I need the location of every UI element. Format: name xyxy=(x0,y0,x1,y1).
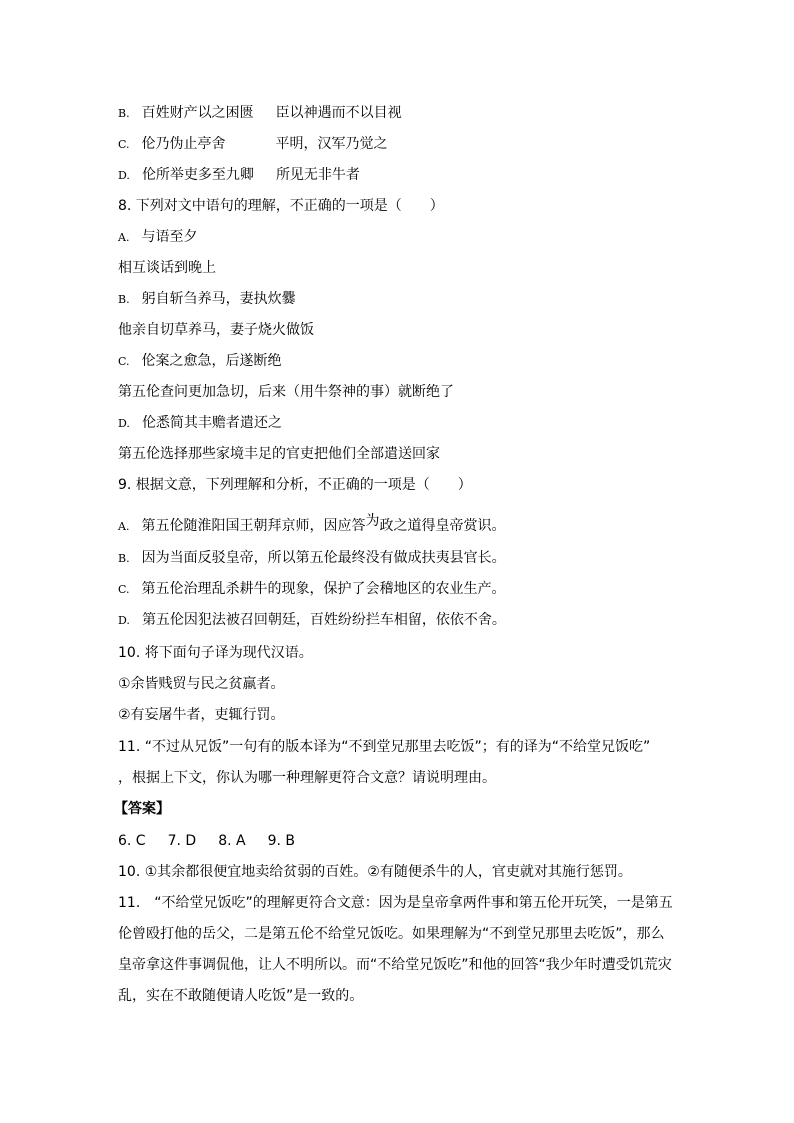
answer-6: 6. C xyxy=(118,833,146,849)
option-text-a: 百姓财产以之困匮 xyxy=(141,105,254,121)
q8-option-d xyxy=(118,413,282,434)
option-text-post: 政之道得皇帝赏识。 xyxy=(379,518,506,534)
q11-line-1: 11. “不过从兄饭”一句有的版本译为“不到堂兄那里去吃饭”；有的译为“不给堂兄饭吃” xyxy=(118,739,651,755)
option-text-a: 伦所举吏多至九卿 xyxy=(141,167,254,183)
q9-option-a xyxy=(118,513,506,537)
answers-mc xyxy=(118,831,295,851)
option-text-a: 伦乃伪止亭舍 xyxy=(141,136,226,152)
q10-sentence-1: ①余皆贱贸与民之贫羸者。 xyxy=(118,676,285,692)
q7-option-b xyxy=(118,103,402,124)
q9-option-c xyxy=(118,579,506,600)
q8-option-a xyxy=(118,227,197,248)
q9-stem: 9. 根据文意，下列理解和分析，不正确的一项是（ ） xyxy=(118,477,472,493)
answer-10: 10. ①其余都很便宜地卖给贫弱的百姓。②有随便杀牛的人，官吏就对其施行惩罚。 xyxy=(118,864,632,880)
option-label: D. xyxy=(118,169,130,182)
q10-sentence-2: ②有妄屠牛者，吏辄行罚。 xyxy=(118,707,285,723)
option-label: A. xyxy=(118,231,130,244)
option-text-b: 所见无非牛者 xyxy=(275,167,360,183)
option-text-b: 臣以神遇而不以目视 xyxy=(275,105,402,121)
option-label: D. xyxy=(118,614,130,627)
option-label: B. xyxy=(118,552,130,565)
q9-option-b xyxy=(118,548,506,569)
option-text-b: 平明，汉军乃觉之 xyxy=(275,136,388,152)
q11-line-2: ，根据上下文，你认为哪一种理解更符合文意？请说明理由。 xyxy=(118,770,496,786)
option-label: D. xyxy=(118,417,130,430)
q8-option-c-explain: 第五伦查问更加急切，后来（用牛祭神的事）就断绝了 xyxy=(118,384,454,400)
option-label: B. xyxy=(118,293,130,306)
q9-option-d xyxy=(118,610,506,631)
q8-option-c xyxy=(118,351,282,372)
option-label: A. xyxy=(118,520,130,533)
answer-7: 7. D xyxy=(167,833,197,849)
answer-8: 8. A xyxy=(218,833,246,849)
answer-heading: 【答案】 xyxy=(114,801,170,817)
q7-option-c xyxy=(118,134,388,155)
option-text: 第五伦治理乱杀耕牛的现象，保护了会稽地区的农业生产。 xyxy=(141,581,506,597)
q8-option-b-explain: 他亲自切草养马，妻子烧火做饭 xyxy=(118,322,314,338)
q8-option-b xyxy=(118,289,296,310)
option-text: 躬自斩刍养马，妻执炊爨 xyxy=(141,291,296,307)
option-text: 伦案之愈急，后遂断绝 xyxy=(141,353,282,369)
option-text-pre: 第五伦随淮阳国王朝拜京师，因应答 xyxy=(141,518,366,534)
answer-11: 11. “不给堂兄饭吃”的理解更符合文意：因为是皇帝拿两件事和第五伦开玩笑，一是第五伦曾殴打他的岳父，二是第五伦不给堂兄饭吃。如果理解为“不到堂兄那里去吃饭”，那么皇帝拿这件事调侃他，让人不明所以。而“不给堂兄饭吃”和他的回答“我少年时遭受饥荒灾乱，实在不敢随便请人吃饭”是一致的。 xyxy=(118,895,673,1004)
q8-option-a-explain: 相互谈话到晚上 xyxy=(118,260,216,276)
option-text: 伦悉简其丰赡者遣还之 xyxy=(141,415,282,431)
q7-option-d xyxy=(118,165,360,186)
option-text-raised: 为 xyxy=(365,513,380,529)
answer-9: 9. B xyxy=(267,833,295,849)
option-text: 因为当面反驳皇帝，所以第五伦最终没有做成扶夷县官长。 xyxy=(141,550,506,566)
q8-option-d-explain: 第五伦选择那些家境丰足的官吏把他们全部遣送回家 xyxy=(118,446,440,462)
option-label: B. xyxy=(118,107,130,120)
option-text: 第五伦因犯法被召回朝廷，百姓纷纷拦车相留，依依不舍。 xyxy=(141,612,506,628)
q8-stem: 8. 下列对文中语句的理解，不正确的一项是（ ） xyxy=(118,198,444,214)
q10-stem: 10. 将下面句子译为现代汉语。 xyxy=(118,645,313,661)
option-label: C. xyxy=(118,355,130,368)
option-label: C. xyxy=(118,583,130,596)
option-label: C. xyxy=(118,138,130,151)
option-text: 与语至夕 xyxy=(141,229,198,245)
